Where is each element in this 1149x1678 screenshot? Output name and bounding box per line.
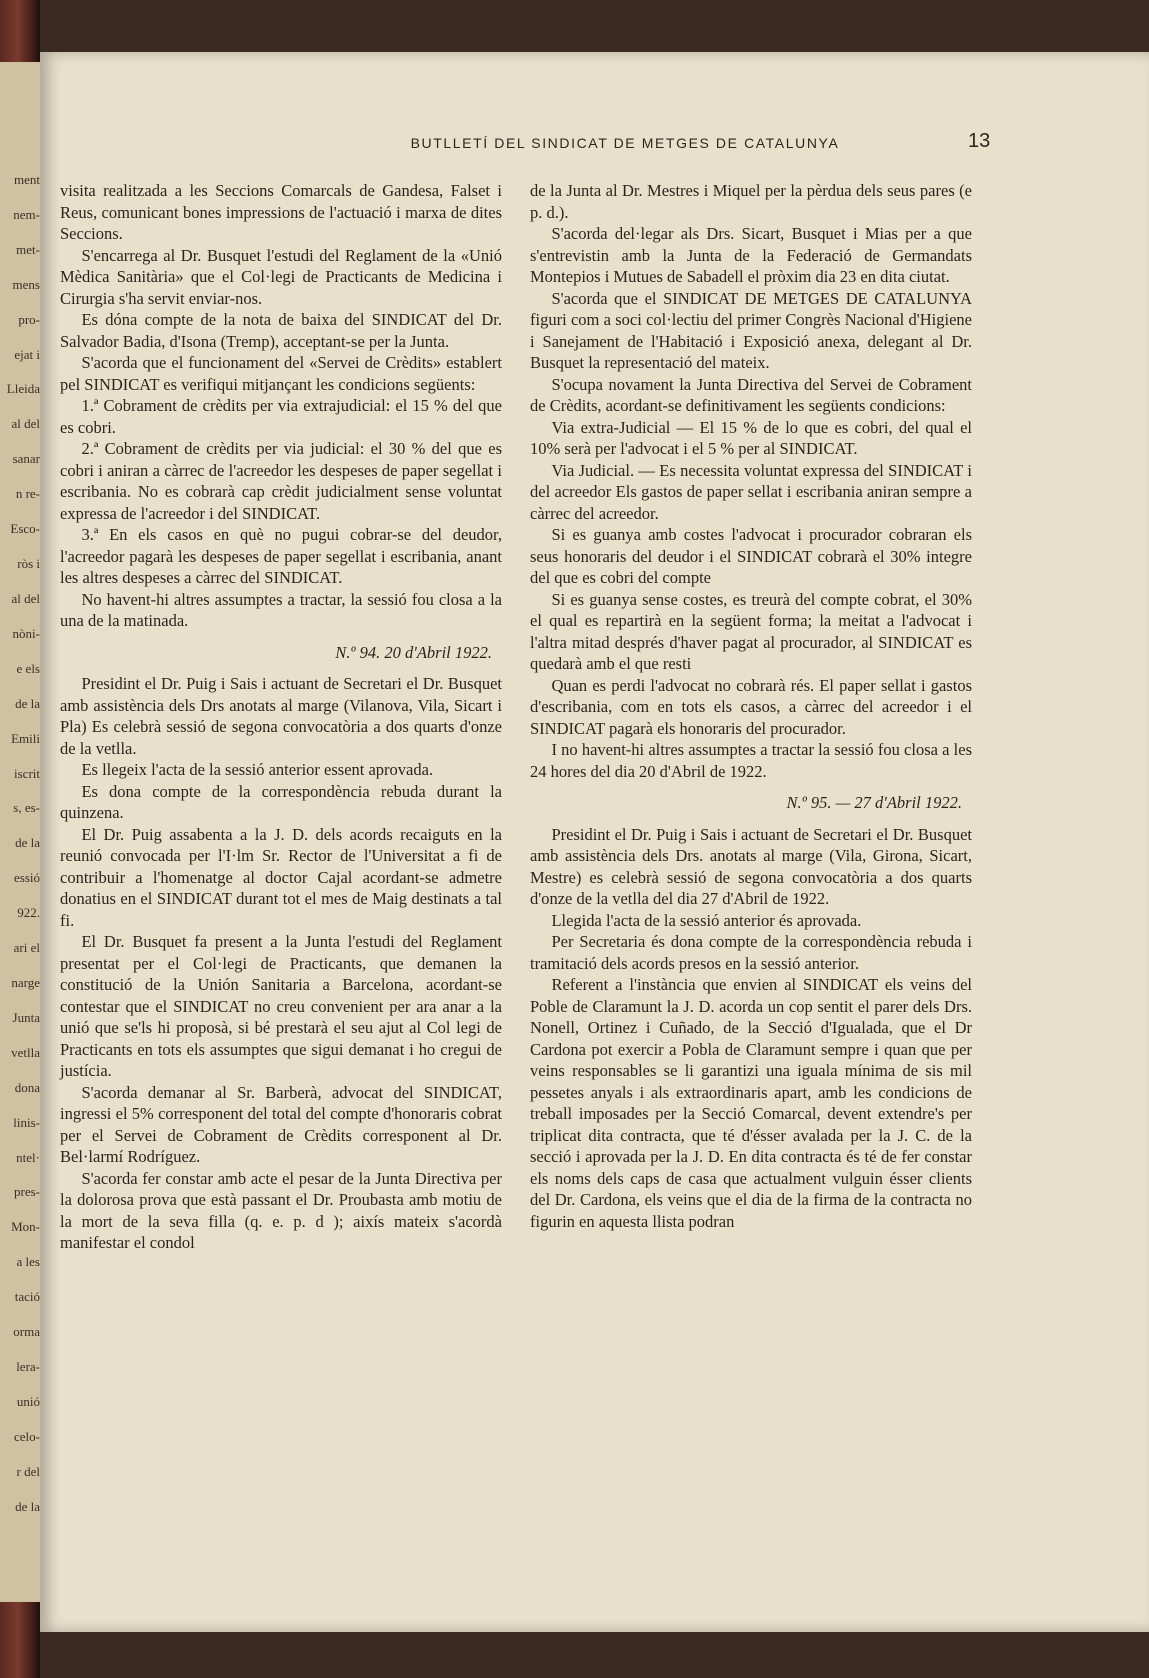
previous-page-fragment: n re- — [15, 486, 40, 502]
paragraph: Es dona compte de la correspondència rebuda durant la quinzena. — [60, 781, 502, 822]
previous-page-fragment: Lleida — [6, 381, 40, 397]
previous-page-fragment: ròs i — [17, 556, 40, 572]
paragraph: El Dr. Busquet fa present a la Junta l'estudi del Reglament presentat per el Col·legi de Practicants, que demanen la constitució de la Unión Sanitaria a Barcelona, acordant-se contestar que el SINDICAT no creu convenient per ara anar a la unió que se'ls hi proposà, si bé prestarà el seu ajut al Col legi de Practicants en tots els assumptes que sigui demanat i ho cregui de justícia. — [60, 932, 502, 1080]
previous-page-fragment: narge — [11, 974, 40, 990]
paragraph: El Dr. Puig assabenta a la J. D. dels acords recaiguts en la reunió convocada per l'I·lm Sr. Rector de l'Universitat a fi de contribuir a l'homenatge al doctor Cajal acordant-se admetre donatius en el SINDICAT durant tot el mes de Maig destinats a tal fi. — [60, 824, 502, 930]
paragraph: 3.ª En els casos en què no pugui cobrar-se del deudor, l'acreedor pagarà les despeses de paper segellat i escribania, anant les altres despeses a càrrec del SINDICAT. — [60, 525, 502, 587]
paragraph: I no havent-hi altres assumptes a tractar la sessió fou closa a les 24 hores del dia 20 d'Abril de 1922. — [530, 740, 972, 781]
previous-page-fragment: Mon- — [11, 1219, 40, 1235]
previous-page-fragment: al del — [11, 590, 40, 606]
paragraph: S'acorda que el SINDICAT DE METGES DE CATALUNYA figuri com a soci col·lectiu del primer Congrès Nacional d'Higiene i Sanejament de l'Habitació i Exposició anexa, delegant al Dr. Busquet la representació del mateix. — [530, 288, 972, 372]
paragraph: Referent a l'instància que envien al SINDICAT els veins del Poble de Claramunt la J. D. acorda un cop sentit el parer dels Drs. Nonell, Ortinez i Cuñado, de la Secció d'Igualada, que el Dr Cardona pot exercir a Pobla de Claramunt sempre i quan que per veins responsables se li garantizi una iguala mínima de sis mil pessetes anyals i als extraordinaris apart, amb les condicions de treball imposades per la Secció Comarcal, devent extendre's per triplicat dita contracta, que té d'ésser avalada per la J. C. de la secció i aprovada per la J. D. En dita contracta és té de fer constar els noms dels caps de casa que actualment vulguin ésser clients del Dr. Cardona, els veins que el dia de la firma de la contracta no figurin en aquesta llista podran — [530, 975, 972, 1231]
previous-page-fragment: ntel· — [16, 1149, 40, 1165]
previous-page-fragment: nem- — [13, 206, 40, 222]
previous-page-fragment: a les — [16, 1254, 40, 1270]
previous-page-fragment: r del — [16, 1463, 40, 1479]
previous-page-fragment: mens — [12, 276, 40, 292]
previous-page-fragment: de la — [15, 835, 40, 851]
paragraph: Es dóna compte de la nota de baixa del SINDICAT del Dr. Salvador Badia, d'Isona (Tremp), acceptant-se per la Junta. — [60, 310, 502, 351]
previous-page-fragment: iscrit — [14, 765, 40, 781]
left-column — [60, 180, 502, 1254]
previous-page-fragment: ejat i — [14, 346, 40, 362]
previous-page-fragment: tació — [14, 1289, 40, 1305]
paragraph: S'encarrega al Dr. Busquet l'estudi del Reglament de la «Unió Mèdica Sanitària» que el Col·legi de Practicants de Medicina i Cirurgia s'ha servit enviar-nos. — [60, 245, 502, 308]
previous-page-fragment: unió — [16, 1393, 40, 1409]
previous-page-fragment: de la — [15, 1498, 40, 1514]
previous-page-fragment: dona — [14, 1079, 40, 1095]
paragraph: S'acorda del·legar als Drs. Sicart, Busquet i Mias per a que s'entrevistin amb la Junta de la Federació de Germandats Montepios i Mutues de Sabadell el pròxim dia 23 en dita ciutat. — [530, 224, 972, 286]
previous-page-fragment: de la — [15, 695, 40, 711]
paragraph: Presidint el Dr. Puig i Sais i actuant de Secretari el Dr. Busquet amb assistència dels Drs anotats al marge (Vilanova, Vila, Sicart i Pla) Es celebrà sessió de segona convocatòria a dos quarts d'onze de la vetlla. — [60, 674, 502, 758]
paragraph: Quan es perdi l'advocat no cobrarà rés. El paper sellat i gastos d'escribania, com en tots els casos, a càrrec del acreedor i el SINDICAT pagarà els honoraris del procurador. — [530, 675, 972, 738]
paragraph: Si es guanya sense costes, es treurà del compte cobrat, el 30% el qual es repartirà en la següent forma; la meitat a l'advocat i l'altra mitad després d'haver pagat al procurador, al SINDICAT es quedarà amb el que resti — [530, 589, 972, 673]
paragraph: No havent-hi altres assumptes a tractar, la sessió fou closa a la una de la matinada. — [60, 589, 502, 630]
paragraph: visita realitzada a les Seccions Comarcals de Gandesa, Falset i Reus, comunicant bones impressions de l'actuació i marxa de dites Seccions. — [60, 181, 502, 243]
previous-page-fragment: celo- — [14, 1428, 40, 1444]
paragraph: 2.ª Cobrament de crèdits per via judicial: el 30 % del que es cobri i aniran a càrrec de l'acreedor les despeses de paper segellat i escribania. No es cobrarà cap crèdit judicialment sense voluntat expressa de l'acreedor i del SINDICAT. — [60, 439, 502, 523]
session-heading: N.º 94. 20 d'Abril 1922. — [335, 642, 492, 662]
paragraph: Via Judicial. — Es necessita voluntat expressa del SINDICAT i del acreedor Els gastos de paper sellat i escribania aniran sempre a càrrec del acreedor. — [530, 460, 972, 523]
paragraph: Si es guanya amb costes l'advocat i procurador cobraran els seus honoraris del deudor i el SINDICAT cobrarà el 30% integre del que es cobri del compte — [530, 525, 972, 587]
previous-page-fragment: linis- — [13, 1114, 40, 1130]
previous-page-fragment: e els — [16, 660, 40, 676]
previous-page-fragment: pro- — [18, 311, 40, 327]
page-number: 13 — [968, 130, 991, 152]
previous-page-fragment: Junta — [12, 1009, 40, 1025]
previous-page-fragment: ari el — [13, 940, 40, 956]
right-column — [530, 180, 972, 1232]
previous-page-fragment: pres- — [14, 1184, 40, 1200]
paragraph: S'acorda fer constar amb acte el pesar de la Junta Directiva per la dolorosa prova que està passant el Dr. Proubasta amb motiu de la mort de la seva filla (q. e. p. d ); aixís mateix s'acordà manifestar el condol — [60, 1168, 502, 1252]
previous-page-fragment: met- — [16, 241, 40, 257]
running-header: BUTLLETÍ DEL SINDICAT DE METGES DE CATALUNYA — [410, 135, 840, 151]
previous-page-fragment: al del — [11, 416, 40, 432]
previous-page-fragment: 922. — [17, 905, 40, 921]
paragraph: Es llegeix l'acta de la sessió anterior essent aprovada. — [81, 760, 434, 779]
paragraph: de la Junta al Dr. Mestres i Miquel per la pèrdua dels seus pares (e p. d.). — [530, 181, 972, 222]
paragraph: 1.ª Cobrament de crèdits per via extrajudicial: el 15 % del que es cobri. — [60, 396, 502, 437]
previous-page-fragment: sanar — [12, 451, 40, 467]
previous-page-fragment: vetlla — [11, 1044, 40, 1060]
previous-page-fragment: orma — [13, 1324, 40, 1340]
previous-page-fragment: essió — [14, 870, 40, 886]
paragraph: Llegida l'acta de la sessió anterior és aprovada. — [551, 910, 862, 930]
previous-page-fragment: s, es- — [13, 800, 40, 816]
previous-page-fragment: nòni- — [12, 625, 40, 641]
paragraph: S'ocupa novament la Junta Directiva del Servei de Cobrament de Crèdits, acordant-se definitivament les següents condicions: — [530, 374, 972, 415]
session-heading: N.º 95. — 27 d'Abril 1922. — [786, 793, 962, 812]
paragraph: Via extra-Judicial — El 15 % de lo que es cobri, del qual el 10% serà per l'advocat i el 5 % per al SINDICAT. — [530, 417, 972, 458]
paragraph: Per Secretaria és dona compte de la correspondència rebuda i tramitació dels acords presos en la sessió anterior. — [530, 932, 972, 973]
paragraph: Presidint el Dr. Puig i Sais i actuant de Secretari el Dr. Busquet amb assistència dels Drs. anotats al marge (Vila, Girona, Sicart, Mestre) es celebrà sessió de segona convocatòria a dos quarts d'onze de la vetlla del dia 27 d'Abril de 1922. — [530, 824, 972, 908]
previous-page-fragment: ment — [14, 172, 40, 187]
previous-page-fragment: lera- — [16, 1359, 40, 1375]
previous-page-fragment: Esco- — [10, 521, 40, 537]
previous-page-fragment: Emili — [11, 730, 40, 746]
paragraph: S'acorda que el funcionament del «Servei de Crèdits» establert pel SINDICAT es verifiqui mitjançant les condicions següents: — [60, 353, 502, 394]
paragraph: S'acorda demanar al Sr. Barberà, advocat del SINDICAT, ingressi el 5% corresponent del total del compte d'honoraris cobrat per el Servei de Cobrament de Crèdits corresponent al Dr. Bel·larmí Rodríguez. — [60, 1082, 502, 1166]
